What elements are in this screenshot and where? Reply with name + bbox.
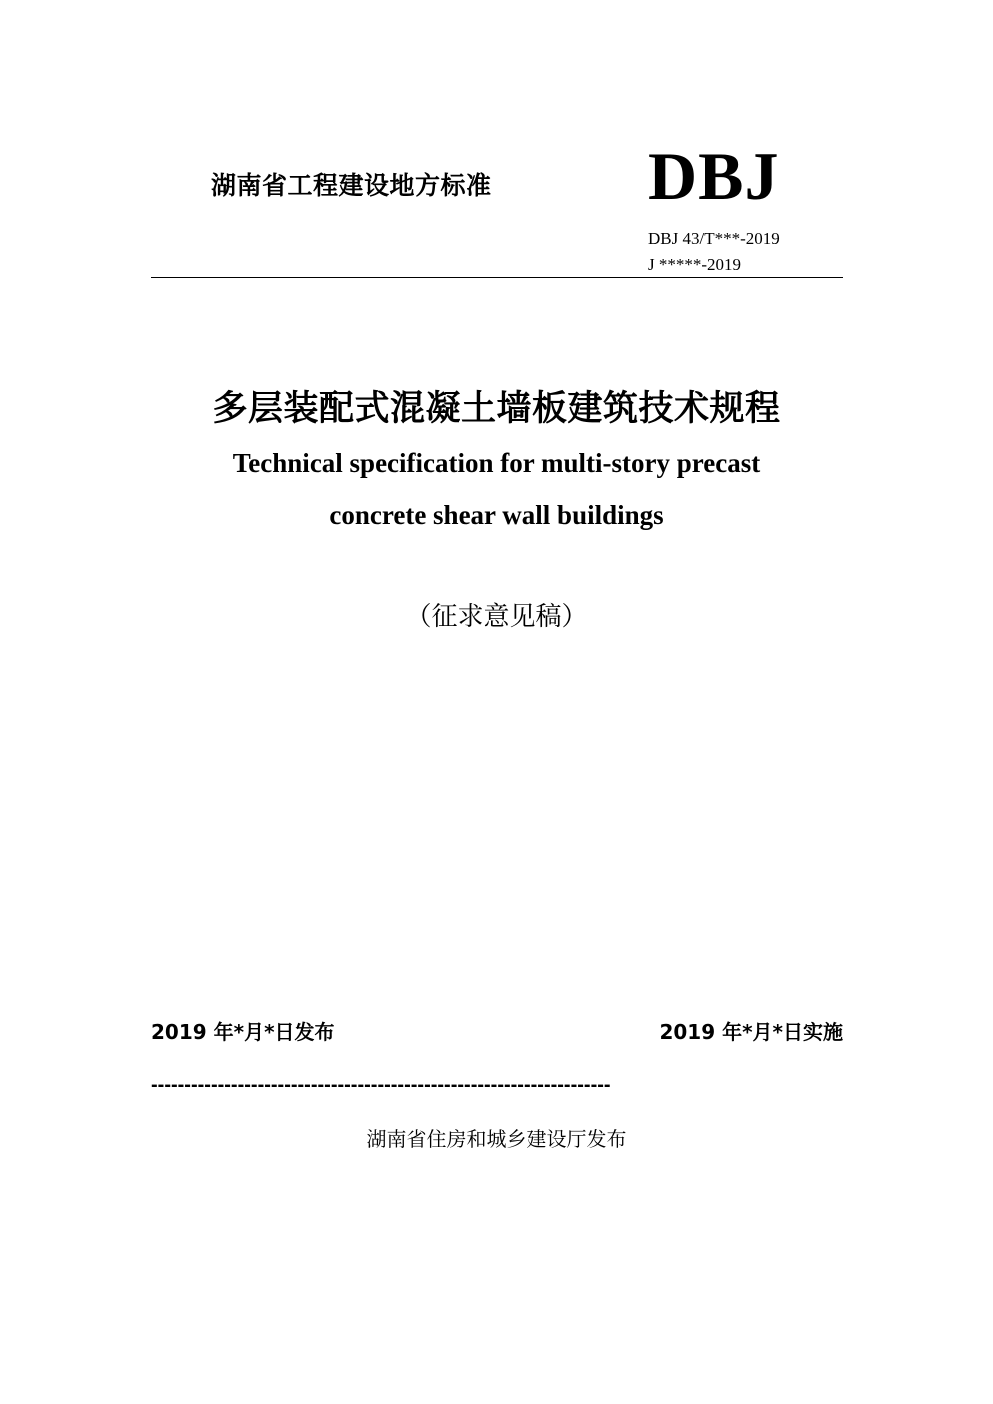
implementation-date: 2019 年*月*日实施	[659, 1020, 843, 1044]
document-title-chinese: 多层装配式混凝土墙板建筑技术规程	[212, 389, 781, 429]
document-title-english-line-2: concrete shear wall buildings	[329, 500, 664, 530]
header-divider	[151, 277, 843, 278]
standard-category: 湖南省工程建设地方标准	[211, 171, 492, 200]
dashed-separator: ---------------------------------------------------------------------	[151, 1074, 611, 1096]
publish-date: 2019 年*月*日发布	[151, 1020, 335, 1044]
document-title-english-line-1: Technical specification for multi-story precast	[232, 448, 761, 478]
issuing-authority: 湖南省住房和城乡建设厅发布	[366, 1127, 627, 1151]
record-code: J *****-2019	[648, 255, 742, 274]
draft-status: （征求意见稿）	[405, 602, 588, 632]
standard-code: DBJ 43/T***-2019	[648, 229, 780, 248]
dbj-logo: DBJ	[648, 138, 780, 214]
